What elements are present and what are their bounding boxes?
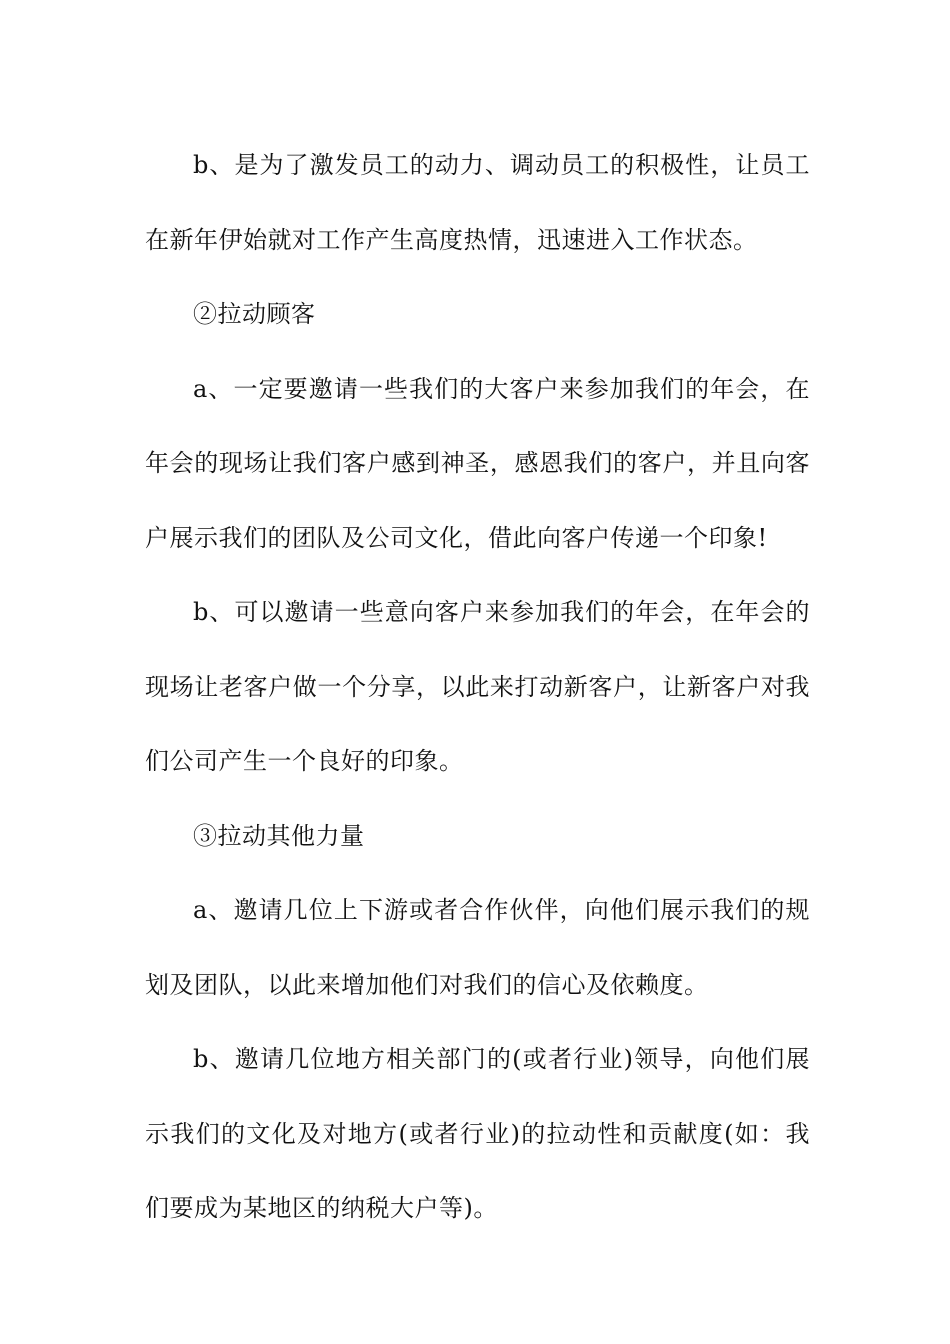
paragraph-invite-major-clients: a、一定要邀请一些我们的大客户来参加我们的年会，在年会的现场让我们客户感到神圣，感恩我们的客户，并且向客户展示我们的团队及公司文化，借此向客户传递一个印象! xyxy=(145,374,810,552)
paragraph-employee-motivation: b、是为了激发员工的动力、调动员工的积极性，让员工在新年伊始就对工作产生高度热情，迅速进入工作状态。 xyxy=(145,151,810,254)
paragraph-invite-partners: a、邀请几位上下游或者合作伙伴，向他们展示我们的规划及团队，以此来增加他们对我们的信心及依赖度。 xyxy=(145,896,810,999)
paragraph-invite-officials: b、邀请几位地方相关部门的(或者行业)领导，向他们展示我们的文化及对地方(或者行业)的拉动性和贡献度(如：我们要成为某地区的纳税大户等)。 xyxy=(145,1045,810,1222)
paragraph-invite-prospects: b、可以邀请一些意向客户来参加我们的年会，在年会的现场让老客户做一个分享，以此来打动新客户，让新客户对我们公司产生一个良好的印象。 xyxy=(145,598,810,775)
heading-attract-customers: ②拉动顾客 xyxy=(193,300,316,328)
document-body xyxy=(145,128,810,1246)
heading-attract-other-forces: ③拉动其他力量 xyxy=(193,821,365,850)
